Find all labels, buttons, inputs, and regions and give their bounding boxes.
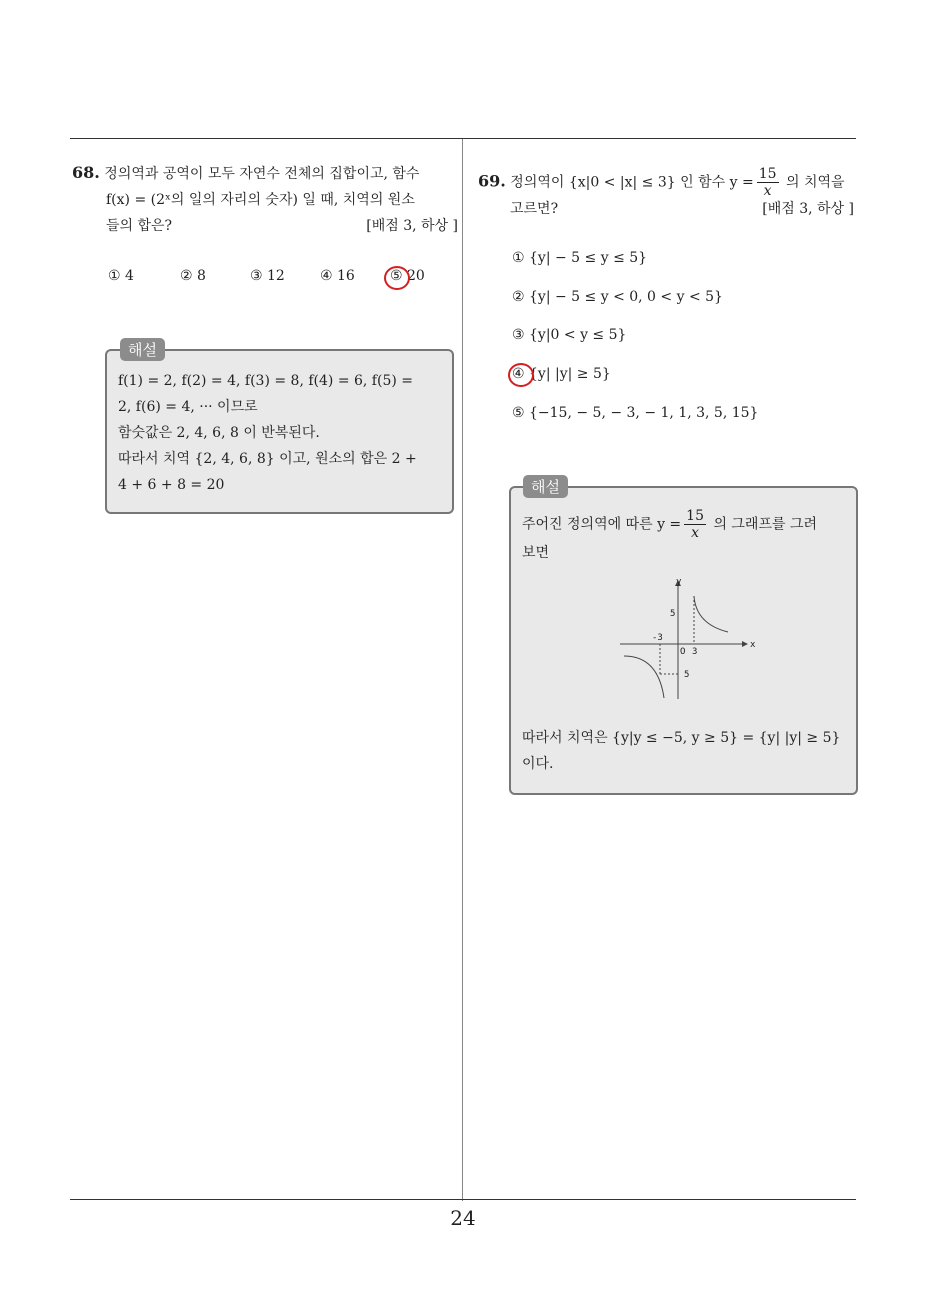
solution-line: f(1) = 2, f(2) = 4, f(3) = 8, f(4) = 6, f(5) =	[118, 373, 413, 389]
question-text-line2: 고르면?	[510, 201, 559, 217]
x-tick-3: 3	[692, 647, 698, 657]
solution-line: 주어진 정의역에 따른 y =	[522, 516, 682, 533]
solution-line: 따라서 치역은 {y|y ≤ −5, y ≥ 5} = {y| |y| ≥ 5}	[522, 730, 841, 746]
choice-3[interactable]: ③ {y|0 < y ≤ 5}	[512, 327, 627, 343]
y-axis-label: y	[676, 577, 682, 587]
choice-2[interactable]: ② {y| − 5 ≤ y < 0, 0 < y < 5}	[512, 289, 723, 305]
question-number: 69.	[478, 171, 506, 191]
solution-line: 보면	[522, 545, 550, 561]
fraction	[757, 166, 779, 199]
choice-1[interactable]: ① {y| − 5 ≤ y ≤ 5}	[512, 250, 648, 266]
page-number: 24	[450, 1206, 476, 1230]
choice-3[interactable]: ③ 12	[250, 268, 285, 284]
top-rule	[70, 138, 856, 139]
answer-circle-mark	[508, 363, 534, 387]
solution-line: 따라서 치역 {2, 4, 6, 8} 이고, 원소의 합은 2 +	[118, 451, 417, 467]
choice-5[interactable]: ⑤ 20	[390, 268, 425, 284]
fraction-denominator: x	[691, 525, 700, 541]
solution-label: 해설	[120, 338, 165, 361]
question-text-a: 정의역이 {x|0 < |x| ≤ 3} 인 함수 y =	[510, 174, 754, 191]
choice-5[interactable]: ⑤ {−15, − 5, − 3, − 1, 1, 3, 5, 15}	[512, 405, 759, 421]
solution-68-text	[118, 368, 448, 498]
choice-4[interactable]: ④ {y| |y| ≥ 5}	[512, 366, 611, 382]
curve-negative	[624, 656, 664, 698]
choice-1[interactable]: ① 4	[108, 268, 134, 284]
score-label: [배점 3, 하상 ]	[366, 218, 458, 234]
choice-4[interactable]: ④ 16	[320, 268, 355, 284]
answer-circle-mark	[384, 266, 410, 290]
solution-line: 2, f(6) = 4, ··· 이므로	[118, 399, 258, 415]
x-arrow	[742, 641, 748, 647]
fraction-denominator: x	[763, 183, 772, 199]
hyperbola-graph	[610, 574, 756, 704]
question-number: 68.	[72, 163, 100, 182]
question-68	[72, 160, 458, 239]
question-text-line3: 들의 합은?	[106, 218, 173, 234]
origin-label: O	[680, 647, 686, 657]
y-tick-5: 5	[670, 609, 676, 619]
question-text-line2: f(x) = (2ˣ의 일의 자리의 숫자) 일 때, 치역의 원소	[106, 192, 415, 208]
fraction-numerator: 15	[686, 508, 704, 524]
choice-2[interactable]: ② 8	[180, 268, 206, 284]
bottom-rule	[70, 1199, 856, 1200]
solution-69-conclusion	[522, 725, 852, 777]
x-axis-label: x	[750, 640, 756, 650]
fraction-numerator: 15	[758, 166, 777, 182]
solution-line: 이다.	[522, 756, 554, 772]
question-69	[478, 166, 862, 222]
fraction	[684, 508, 706, 541]
solution-69-intro	[522, 508, 852, 566]
question-text-line1: 정의역과 공역이 모두 자연수 전체의 집합이고, 함수	[104, 166, 420, 182]
solution-line: 4 + 6 + 8 = 20	[118, 477, 225, 493]
score-label: [배점 3, 하상 ]	[762, 201, 854, 217]
x-tick-neg3: -3	[652, 633, 663, 643]
y-tick-neg5: 5	[684, 670, 690, 680]
solution-label: 해설	[523, 475, 568, 498]
solution-line: 의 그래프를 그려	[713, 516, 818, 533]
curve-positive	[694, 596, 728, 632]
solution-line: 함숫값은 2, 4, 6, 8 이 반복된다.	[118, 425, 320, 441]
column-divider	[462, 139, 463, 1201]
question-text-b: 의 치역을	[785, 174, 845, 191]
